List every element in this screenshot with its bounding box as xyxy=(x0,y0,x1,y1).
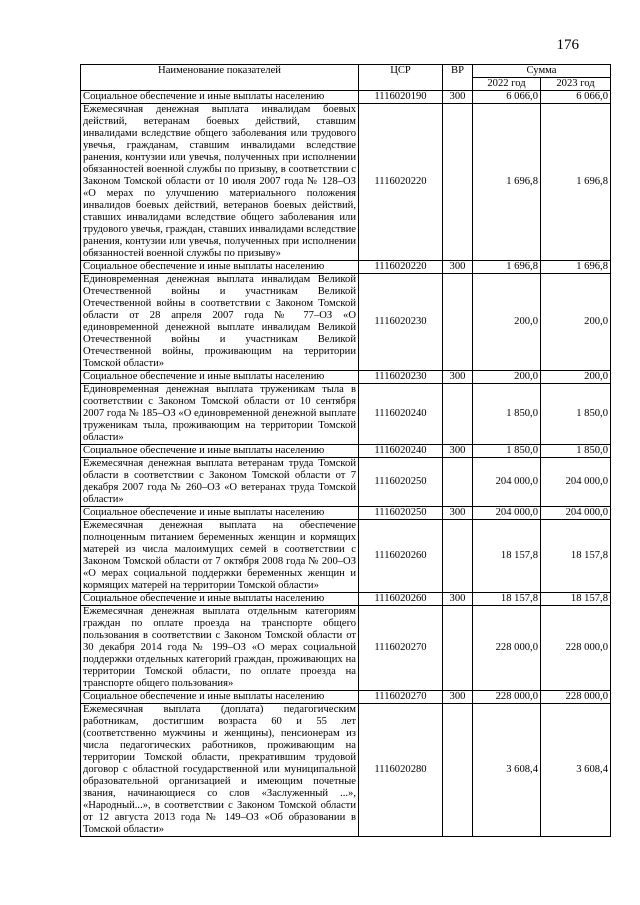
row-csr: 1116020260 xyxy=(359,593,443,606)
row-csr: 1116020270 xyxy=(359,691,443,704)
table-row xyxy=(81,704,611,837)
table-row xyxy=(81,691,611,704)
table-row xyxy=(81,520,611,593)
page-number: 176 xyxy=(556,37,579,53)
table-row xyxy=(81,384,611,445)
row-csr: 1116020220 xyxy=(359,104,443,261)
row-csr: 1116020280 xyxy=(359,704,443,837)
row-2022: 18 157,8 xyxy=(473,593,541,606)
row-csr: 1116020240 xyxy=(359,384,443,445)
row-name: Социальное обеспечение и иные выплаты населению xyxy=(81,691,359,704)
table-row xyxy=(81,606,611,691)
row-csr: 1116020230 xyxy=(359,274,443,371)
row-vr: 300 xyxy=(443,261,473,274)
row-vr xyxy=(443,520,473,593)
row-name: Социальное обеспечение и иные выплаты населению xyxy=(81,445,359,458)
table-row xyxy=(81,445,611,458)
row-name: Ежемесячная денежная выплата ветеранам труда Томской области в соответствии с Законом Томской области от 7 декабря 2007 года № 260–ОЗ «О ветеранах труда Томской области» xyxy=(81,458,359,507)
row-vr xyxy=(443,104,473,261)
row-2023: 204 000,0 xyxy=(541,507,611,520)
header-name: Наименование показателей xyxy=(81,65,359,91)
row-vr xyxy=(443,384,473,445)
header-sum: Сумма xyxy=(473,65,611,78)
header-year-2022: 2022 год xyxy=(473,78,541,91)
row-2022: 204 000,0 xyxy=(473,507,541,520)
row-name: Ежемесячная денежная выплата отдельным категориям граждан по оплате проезда на транспорте общего пользования в соответствии с Законом Томской области от 30 декабря 2014 года № 199–ОЗ «О мерах социальной поддержки отдельных категорий граждан, проживающих на территории Томской области, по оплате проезда на транспорте общего пользования» xyxy=(81,606,359,691)
row-2022: 204 000,0 xyxy=(473,458,541,507)
row-vr: 300 xyxy=(443,507,473,520)
row-2023: 6 066,0 xyxy=(541,91,611,104)
row-2022: 1 850,0 xyxy=(473,384,541,445)
row-vr xyxy=(443,458,473,507)
row-2023: 1 850,0 xyxy=(541,445,611,458)
row-2022: 200,0 xyxy=(473,274,541,371)
row-2023: 18 157,8 xyxy=(541,593,611,606)
table-row xyxy=(81,274,611,371)
row-name: Социальное обеспечение и иные выплаты населению xyxy=(81,507,359,520)
row-csr: 1116020250 xyxy=(359,507,443,520)
row-name: Единовременная денежная выплата труженикам тыла в соответствии с Законом Томской области от 10 сентября 2007 года № 185–ОЗ «О единовременной денежной выплате труженикам тыла, проживающим на территории Томской области» xyxy=(81,384,359,445)
row-vr: 300 xyxy=(443,593,473,606)
row-2023: 200,0 xyxy=(541,371,611,384)
row-2022: 200,0 xyxy=(473,371,541,384)
row-2022: 1 850,0 xyxy=(473,445,541,458)
row-vr: 300 xyxy=(443,371,473,384)
table-row xyxy=(81,91,611,104)
row-2022: 6 066,0 xyxy=(473,91,541,104)
row-2023: 1 696,8 xyxy=(541,104,611,261)
table-row xyxy=(81,104,611,261)
row-2022: 3 608,4 xyxy=(473,704,541,837)
header-csr: ЦСР xyxy=(359,65,443,91)
row-name: Социальное обеспечение и иные выплаты населению xyxy=(81,593,359,606)
table-row xyxy=(81,371,611,384)
table-row xyxy=(81,261,611,274)
row-2022: 228 000,0 xyxy=(473,606,541,691)
row-vr xyxy=(443,606,473,691)
row-vr xyxy=(443,274,473,371)
row-csr: 1116020230 xyxy=(359,371,443,384)
row-2022: 1 696,8 xyxy=(473,261,541,274)
row-2023: 204 000,0 xyxy=(541,458,611,507)
row-2023: 200,0 xyxy=(541,274,611,371)
row-name: Социальное обеспечение и иные выплаты населению xyxy=(81,371,359,384)
row-name: Единовременная денежная выплата инвалидам Великой Отечественной войны и участникам Великой Отечественной войны в соответствии с Законом Томской области от 28 апреля 2007 года № 77–ОЗ «О единовременной денежной выплате инвалидам Великой Отечественной войны и участникам Великой Отечественной войны, проживающим на территории Томской области» xyxy=(81,274,359,371)
budget-table xyxy=(80,64,611,837)
row-vr: 300 xyxy=(443,445,473,458)
row-csr: 1116020190 xyxy=(359,91,443,104)
row-name: Ежемесячная выплата (доплата) педагогическим работникам, достигшим возраста 60 и 55 лет (соответственно мужчины и женщины), пенсионерам из числа педагогических работников, проживающим на территории Томской области, прекратившим трудовой договор с областной государственной или муниципальной образовательной организацией и имеющим почетные звания, начинающиеся со слов «Заслуженный ...», «Народный...», в соответствии с Законом Томской области от 12 августа 2013 года № 149–ОЗ «Об образовании в Томской области» xyxy=(81,704,359,837)
row-2023: 1 850,0 xyxy=(541,384,611,445)
header-year-2023: 2023 год xyxy=(541,78,611,91)
row-2023: 1 696,8 xyxy=(541,261,611,274)
row-name: Социальное обеспечение и иные выплаты населению xyxy=(81,261,359,274)
table-row xyxy=(81,458,611,507)
row-2023: 228 000,0 xyxy=(541,691,611,704)
table-row xyxy=(81,593,611,606)
row-name: Ежемесячная денежная выплата инвалидам боевых действий, ветеранам боевых действий, ставшим инвалидами вследствие общего заболевания или трудового увечья, гражданам, ставшим инвалидами вследствие ранения, контузии или увечья, полученных при исполнении обязанностей военной службы по призыву, в соответствии с Законом Томской области от 10 июля 2007 года № 128–ОЗ «О мерах по улучшению материального положения инвалидов боевых действий, ветеранов боевых действий, ставших инвалидами вследствие общего заболевания или трудового увечья, граждан, ставших инвалидами вследствие ранения, контузии или увечья, полученных при исполнении обязанностей военной службы по призыву» xyxy=(81,104,359,261)
row-vr: 300 xyxy=(443,91,473,104)
row-csr: 1116020270 xyxy=(359,606,443,691)
row-csr: 1116020260 xyxy=(359,520,443,593)
table-row xyxy=(81,507,611,520)
row-vr xyxy=(443,704,473,837)
row-name: Социальное обеспечение и иные выплаты населению xyxy=(81,91,359,104)
row-2022: 1 696,8 xyxy=(473,104,541,261)
row-csr: 1116020220 xyxy=(359,261,443,274)
row-name: Ежемесячная денежная выплата на обеспечение полноценным питанием беременных женщин и кормящих матерей из числа малоимущих семей в соответствии с Законом Томской области от 7 октября 2008 года № 200–ОЗ «О мерах социальной поддержки беременных женщин и кормящих матерей на территории Томской области» xyxy=(81,520,359,593)
header-vr: ВР xyxy=(443,65,473,91)
row-2023: 3 608,4 xyxy=(541,704,611,837)
row-2022: 228 000,0 xyxy=(473,691,541,704)
row-2023: 228 000,0 xyxy=(541,606,611,691)
header-row xyxy=(81,65,611,78)
row-2022: 18 157,8 xyxy=(473,520,541,593)
row-2023: 18 157,8 xyxy=(541,520,611,593)
row-csr: 1116020250 xyxy=(359,458,443,507)
row-vr: 300 xyxy=(443,691,473,704)
row-csr: 1116020240 xyxy=(359,445,443,458)
